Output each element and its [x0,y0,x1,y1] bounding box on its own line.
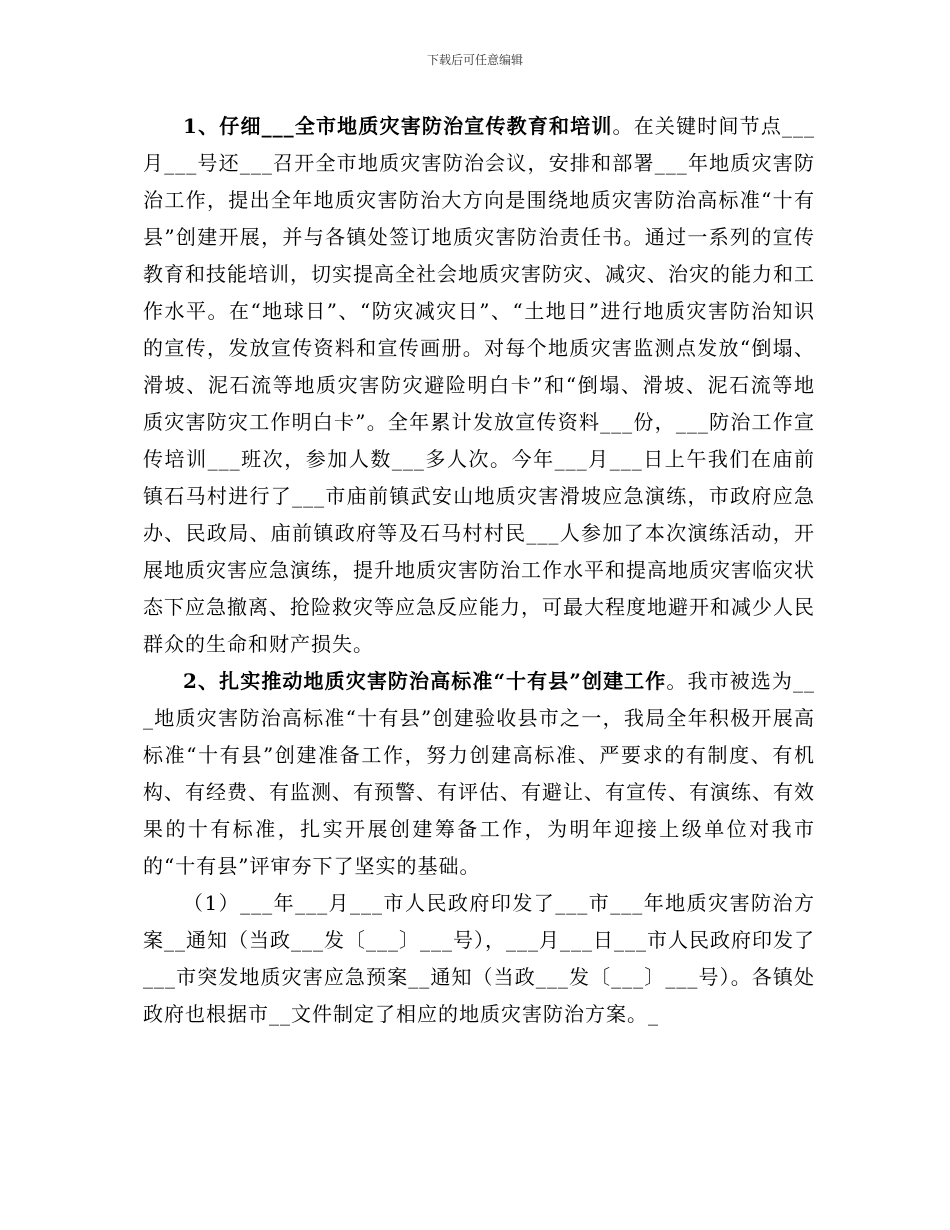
paragraph-1-heading: 1、仔细___全市地质灾害防治宣传教育和培训 [183,114,613,138]
paragraph-1-text: 。在关键时间节点___月___号还___召开全市地质灾害防治会议，安排和部署___年地质灾害防治工作，提出全年地质灾害防治大方向是围绕地质灾害防治高标准“十有县”创建开展，并与各镇处签订地质灾害防治责任书。通过一系列的宣传教育和技能培训，切实提高全社会地质灾害防灾、减灾、治灾的能力和工作水平。在“地球日”、“防灾减灾日”、“土地日”进行地质灾害防治知识的宣传，发放宣传资料和宣传画册。对每个地质灾害监测点发放“倒塌、滑坡、泥石流等地质灾害防灾避险明白卡”和“倒塌、滑坡、泥石流等地质灾害防灾工作明白卡”。全年累计发放宣传资料___份，___防治工作宣传培训___班次，参加人数___多人次。今年___月___日上午我们在庙前镇石马村进行了___市庙前镇武安山地质灾害滑坡应急演练，市政府应急办、民政局、庙前镇政府等及石马村村民___人参加了本次演练活动，开展地质灾害应急演练，提升地质灾害防治工作水平和提高地质灾害临灾状态下应急撤离、抢险救灾等应急反应能力，可最大程度地避开和减少人民群众的生命和财产损失。 [143,114,815,656]
paragraph-1 [143,108,815,663]
paragraph-3 [143,885,815,1033]
paragraph-2 [143,663,815,885]
document-body [143,108,815,1033]
page-header-note: 下载后可任意编辑 [426,53,523,67]
paragraph-3-text: （1）___年___月___市人民政府印发了___市___年地质灾害防治方案__通知（当政___发〔___〕___号），___月___日___市人民政府印发了___市突发地质灾害应急预案__通知（当政___发〔___〕___号）。各镇处政府也根据市__文件制定了相应的地质灾害防治方案。_ [143,891,815,1026]
paragraph-2-text: 。我市被选为___地质灾害防治高标准“十有县”创建验收县市之一，我局全年积极开展高标准“十有县”创建准备工作，努力创建高标准、严要求的有制度、有机构、有经费、有监测、有预警、有评估、有避让、有宣传、有演练、有效果的十有标准，扎实开展创建筹备工作，为明年迎接上级单位对我市的“十有县”评审夯下了坚实的基础。 [143,669,815,878]
paragraph-2-heading: 2、扎实推动地质灾害防治高标准“十有县”创建工作 [183,669,667,693]
